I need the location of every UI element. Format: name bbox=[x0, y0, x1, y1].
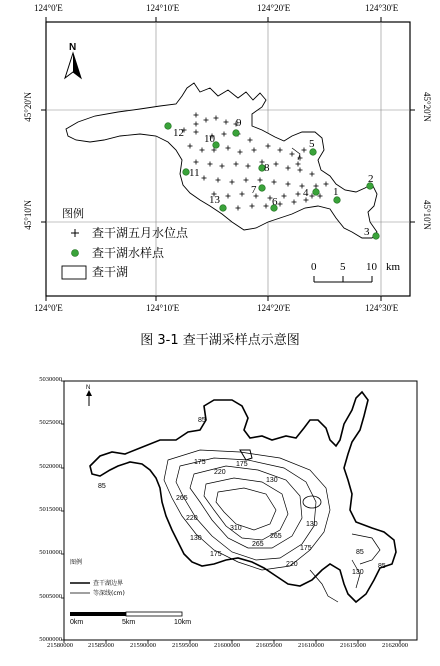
legend-title: 图例 bbox=[62, 207, 84, 220]
contour-label: 175 bbox=[300, 545, 312, 552]
north-label-2: N bbox=[86, 385, 91, 391]
scale-bar-2 bbox=[70, 612, 182, 616]
contour-label: 130 bbox=[306, 521, 318, 528]
contour-label: 265 bbox=[270, 533, 282, 540]
sample-point bbox=[373, 233, 380, 240]
scale-label: 0 bbox=[311, 261, 317, 273]
x-axis-label: 21595000 bbox=[172, 642, 198, 649]
map-2-frame bbox=[64, 381, 417, 640]
contour-label: 265 bbox=[176, 495, 188, 502]
contour-label: 130 bbox=[190, 535, 202, 542]
contour-lines bbox=[164, 450, 380, 602]
sample-label: 13 bbox=[209, 194, 220, 206]
contour-label: 175 bbox=[210, 551, 222, 558]
sample-point bbox=[259, 185, 266, 192]
x-axis-label: 21605000 bbox=[256, 642, 282, 649]
lake-legend-swatch bbox=[62, 266, 86, 279]
north-label: N bbox=[69, 42, 77, 53]
sample-label: 3 bbox=[364, 226, 370, 238]
lake-boundary bbox=[66, 83, 377, 238]
scale-bar bbox=[314, 276, 372, 282]
lon-label-bottom: 124°0'E bbox=[34, 303, 63, 313]
lon-label-top: 124°30'E bbox=[365, 3, 399, 13]
x-axis-label: 21610000 bbox=[298, 642, 324, 649]
x-axis-label: 21585000 bbox=[88, 642, 114, 649]
north-arrow-2-icon bbox=[86, 390, 92, 406]
y-axis-label: 5025000 bbox=[39, 419, 62, 426]
y-axis-label: 5015000 bbox=[39, 506, 62, 513]
sample-point bbox=[165, 123, 172, 130]
map-2-ticks bbox=[61, 381, 400, 643]
sample-label: 2 bbox=[368, 173, 374, 185]
contour-label: 130 bbox=[266, 477, 278, 484]
sample-point-icon bbox=[72, 250, 79, 257]
y-axis-label: 5010000 bbox=[39, 549, 62, 556]
scale-label-2: 0km bbox=[70, 619, 84, 626]
y-axis-label: 5005000 bbox=[39, 593, 62, 600]
lon-label-top: 124°10'E bbox=[146, 3, 180, 13]
lon-label-bottom: 124°30'E bbox=[365, 303, 399, 313]
figure-caption: 图 3-1 查干湖采样点示意图 bbox=[140, 333, 300, 348]
contour-label: 85 bbox=[356, 549, 364, 556]
sample-label: 11 bbox=[189, 167, 200, 179]
sample-label: 1 bbox=[333, 186, 339, 198]
scale-label-2: 5km bbox=[122, 619, 136, 626]
legend-item-sample: 查干湖水样点 bbox=[92, 246, 165, 260]
sample-label: 6 bbox=[272, 196, 278, 208]
sample-label: 8 bbox=[264, 162, 270, 174]
legend-item-contour: 等深线(cm) bbox=[93, 590, 125, 597]
x-axis-label: 21590000 bbox=[130, 642, 156, 649]
x-axis-label: 21620000 bbox=[382, 642, 408, 649]
sample-label: 4 bbox=[303, 187, 309, 199]
contour-label: 130 bbox=[352, 569, 364, 576]
contour-label: 220 bbox=[186, 515, 198, 522]
y-axis-label: 5000000 bbox=[39, 636, 62, 643]
sample-point bbox=[233, 130, 240, 137]
north-arrow-icon bbox=[65, 53, 81, 78]
lat-label-right: 45°20'N bbox=[422, 92, 432, 122]
lon-label-bottom: 124°10'E bbox=[146, 303, 180, 313]
scale-label-2: 10km bbox=[174, 619, 192, 626]
scale-unit: km bbox=[386, 261, 401, 273]
sample-label: 10 bbox=[204, 133, 215, 145]
y-axis-label: 5020000 bbox=[39, 463, 62, 470]
contour-label: 220 bbox=[214, 469, 226, 476]
sample-label: 5 bbox=[309, 138, 315, 150]
lon-label-top: 124°20'E bbox=[257, 3, 291, 13]
scale-label: 5 bbox=[340, 261, 346, 273]
x-axis-label: 21580000 bbox=[47, 642, 73, 649]
lat-label-right: 45°10'N bbox=[422, 200, 432, 230]
lat-label-left: 45°10'N bbox=[23, 200, 33, 230]
contour-label: 85 bbox=[378, 563, 386, 570]
contour-label: 85 bbox=[98, 483, 106, 490]
cross-icon bbox=[71, 229, 79, 237]
contour-label: 220 bbox=[286, 561, 298, 568]
scale-label: 10 bbox=[366, 261, 377, 273]
contour-label: 265 bbox=[252, 541, 264, 548]
x-axis-label: 21615000 bbox=[340, 642, 366, 649]
map-2-canvas bbox=[0, 370, 440, 666]
legend-item-boundary: 查干湖边界 bbox=[93, 580, 124, 587]
sample-label: 7 bbox=[251, 184, 257, 196]
lat-label-left: 45°20'N bbox=[23, 92, 33, 122]
lake-boundary-2 bbox=[90, 392, 396, 602]
lon-label-top: 124°0'E bbox=[34, 3, 63, 13]
sample-point bbox=[220, 205, 227, 212]
contour-label: 310 bbox=[230, 525, 242, 532]
x-axis-label: 21600000 bbox=[214, 642, 240, 649]
legend-1 bbox=[62, 229, 86, 279]
legend-title-2: 图例 bbox=[70, 559, 83, 566]
contour-label: 85 bbox=[198, 417, 206, 424]
sample-point bbox=[313, 189, 320, 196]
sample-label: 12 bbox=[173, 127, 184, 139]
legend-item-water-level: 查干湖五月水位点 bbox=[92, 226, 189, 240]
sample-label: 9 bbox=[236, 117, 242, 129]
contour-label: 175 bbox=[236, 461, 248, 468]
contour-label: 175 bbox=[194, 459, 206, 466]
y-axis-label: 5030000 bbox=[39, 376, 62, 383]
legend-item-lake: 查干湖 bbox=[92, 265, 129, 279]
lon-label-bottom: 124°20'E bbox=[257, 303, 291, 313]
